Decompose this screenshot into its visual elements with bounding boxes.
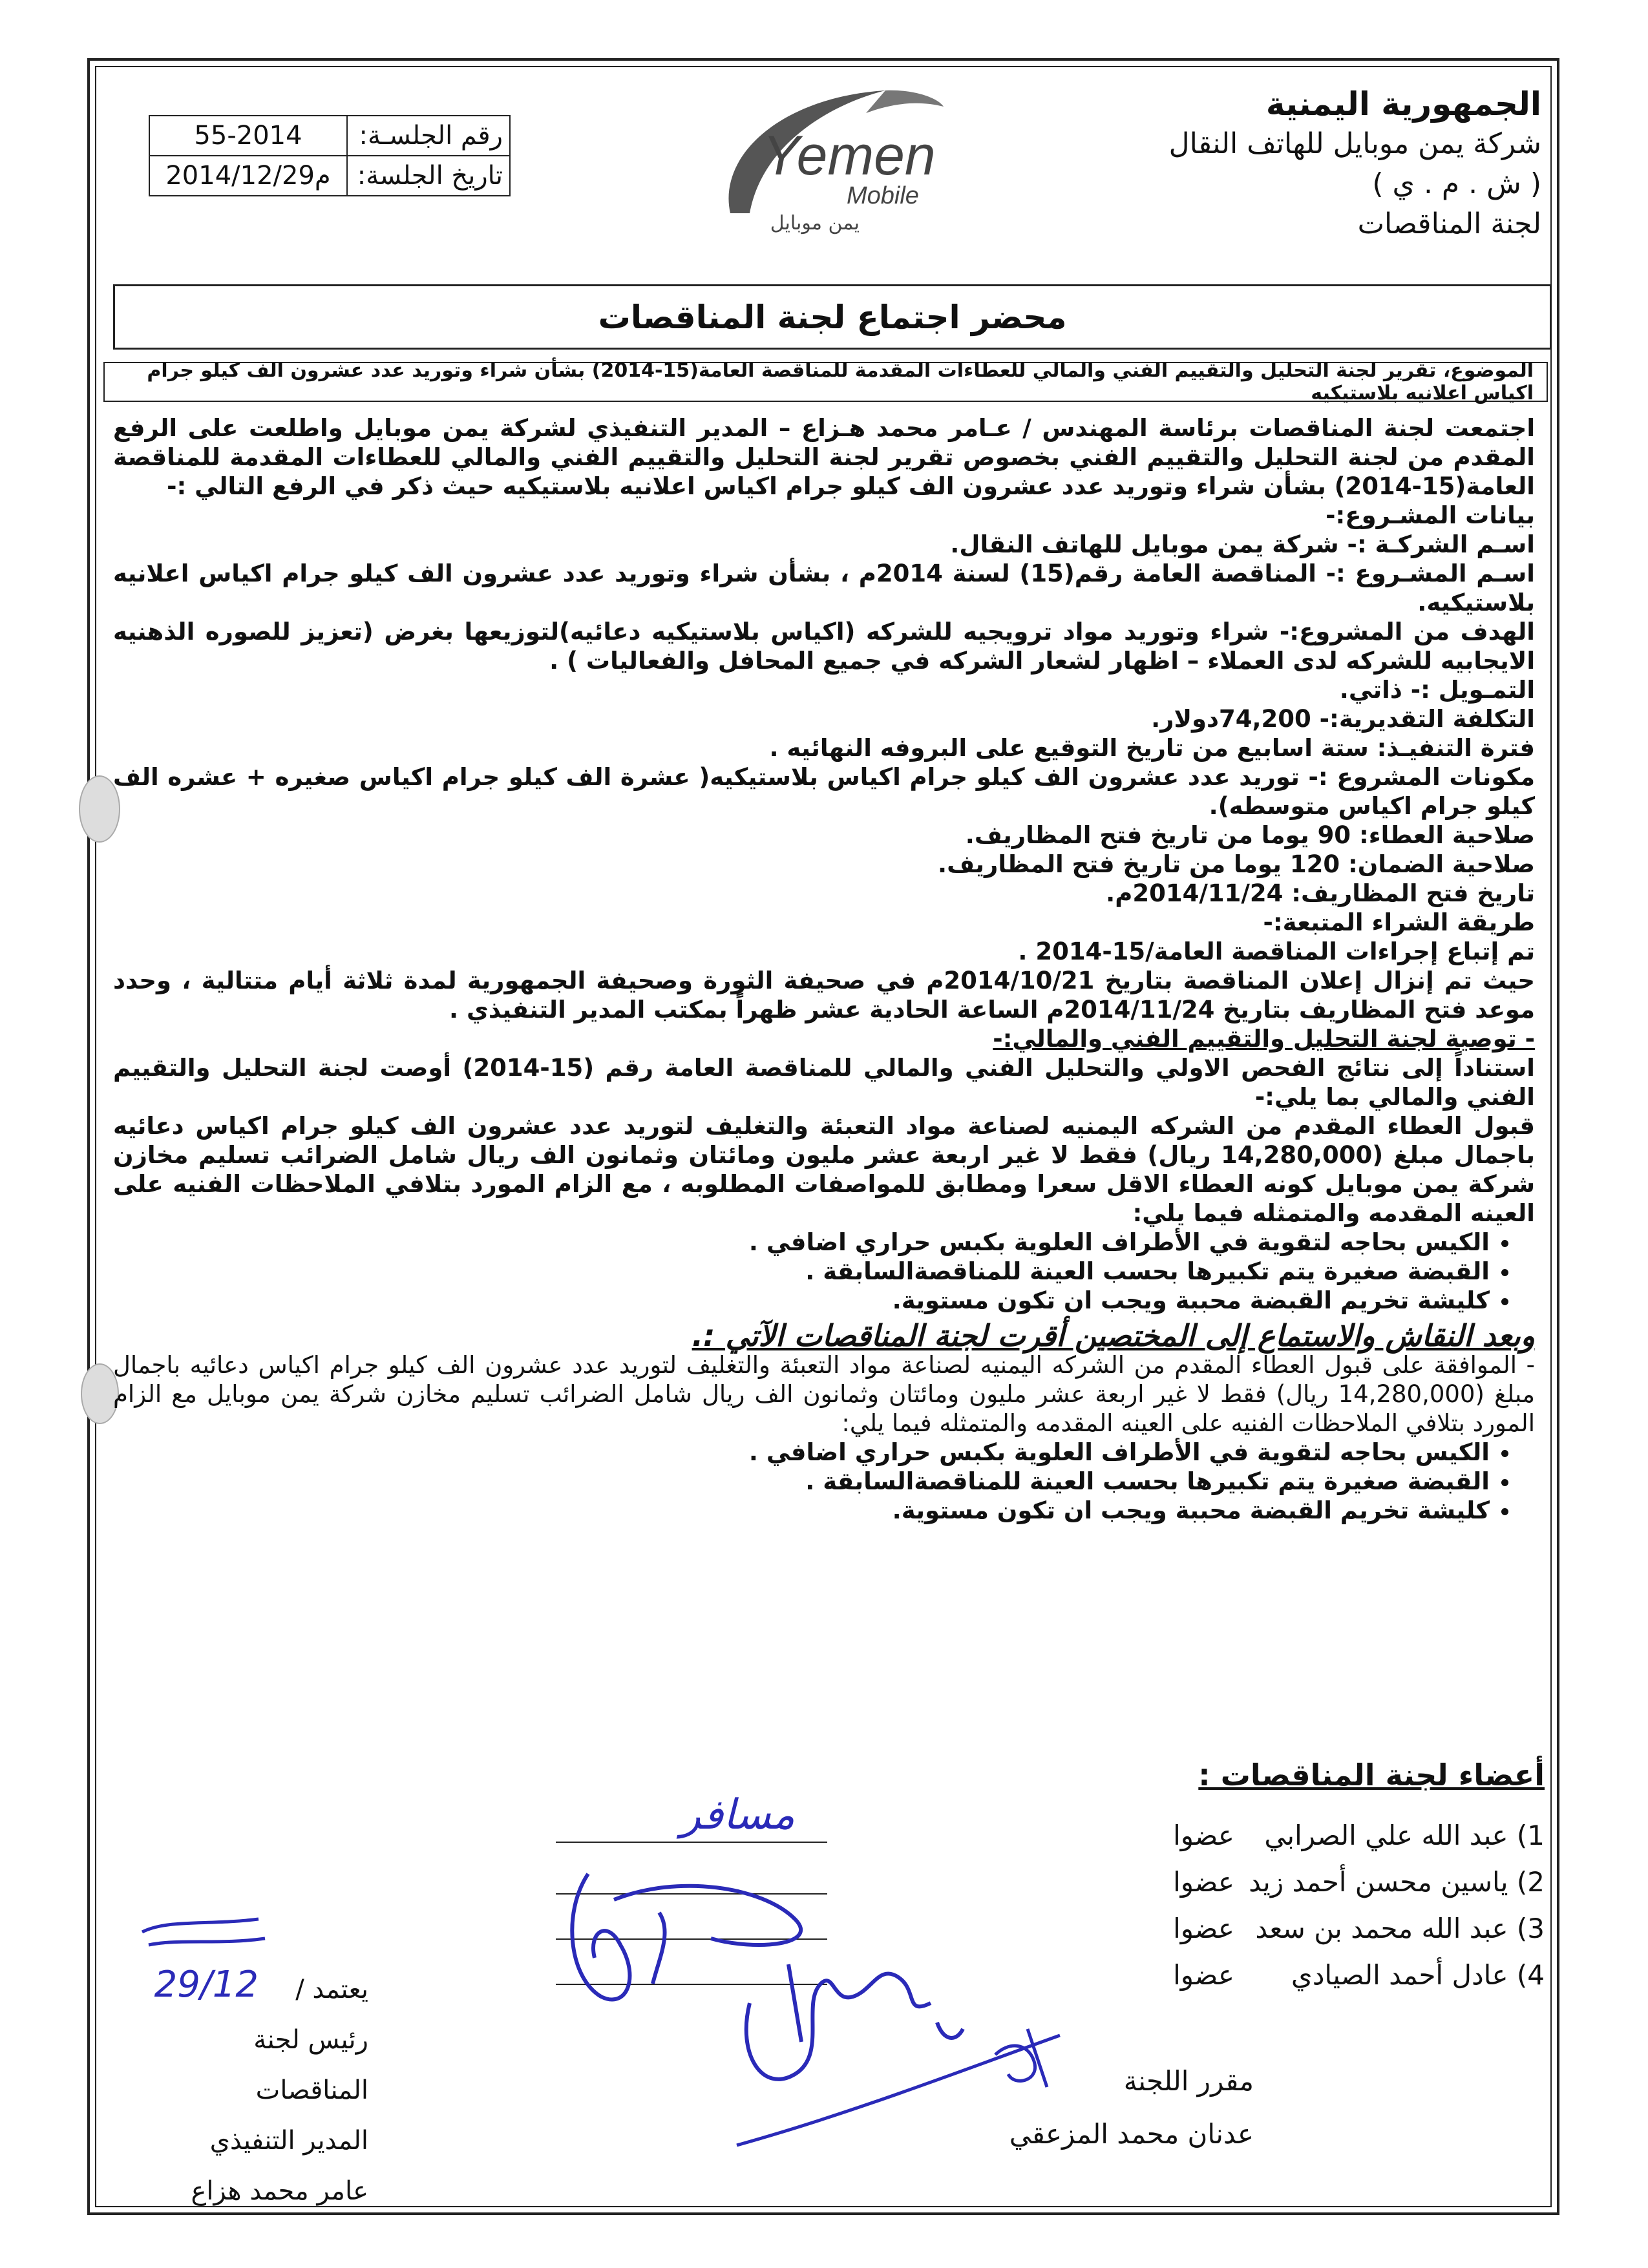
document-body: [113, 414, 1535, 1525]
member-name: 2) ياسين محسن أحمد زيد: [1249, 1865, 1545, 1898]
list-item: • القبضة صغيرة يتم تكبيرها بحسب العينة للمناقصةالسابقة .: [113, 1257, 1490, 1286]
project-data-heading: بيانات المشـروع:-: [1326, 501, 1535, 529]
committee-name: لجنة المناقصات: [1357, 207, 1541, 240]
logo-text: Yemen: [763, 125, 936, 187]
handwritten-note: [620, 1783, 801, 1842]
list-item: • الكيس بحاجه لتقوية في الأطراف العلوية بكبس حراري اضافي .: [113, 1228, 1490, 1257]
document-title: محضر اجتماع لجنة المناقصات: [113, 284, 1552, 350]
company-line: اسـم الشركـة :- شركة يمن موبايل للهاتف النقال.: [950, 530, 1535, 558]
bid-validity: صلاحية العطاء: 90 يوما من تاريخ فتح المظاريف.: [965, 821, 1535, 849]
company-name: شركة يمن موبايل للهاتف النقال: [1168, 127, 1541, 160]
rapporteur-title: مقرر اللجنة: [1123, 2065, 1254, 2097]
funding-line: التمـويل :- ذاتي.: [1339, 676, 1535, 704]
committee-members: [1002, 1758, 1545, 1998]
approve-label: يعتمد /: [295, 1975, 368, 2004]
company-type: ( ش . م . ي ): [1372, 167, 1541, 200]
member-role: عضوا: [1173, 1912, 1234, 1944]
subject-line: الموضوع، تقرير لجنة التحليل والتقييم الفني والمالي للعطاءات المقدمة للمناقصة العامة(15-2014) بشأن شراء وتوريد عدد عشرون الف كيلو جرام اكياس اعلانيه بلاستيكيه: [103, 362, 1548, 402]
recommendation-paragraph: استناداً إلى نتائج الفحص الاولي والتحليل الفني والمالي للمناقصة العامة رقم (15-2014) أوصت لجنة التحليل والتقييم الفني والمالي بما يلي:-: [113, 1054, 1535, 1111]
list-item: • كليشة تخريم القبضة محببة ويجب ان تكون مستوية.: [113, 1496, 1490, 1525]
member-row: [1002, 1905, 1545, 1951]
chair-title: رئيس لجنة المناقصات: [253, 2025, 368, 2105]
session-date: 2014/12/29م: [165, 161, 331, 191]
logo-arabic: يمن موبايل: [770, 212, 860, 235]
notes-list: [113, 1438, 1535, 1525]
absent-note: مسافر: [681, 1791, 795, 1839]
project-goal: الهدف من المشروع:- شراء وتوريد مواد ترويجيه للشركه (اكياس بلاستيكيه دعائيه)لتوزيعها بغرض (تعزيز للصوره الذهنيه الايجابيه للشركه لدى العملاء – اظهار لشعار الشركه في جميع المحافل والفعاليات ) .: [113, 618, 1535, 675]
member-role: عضوا: [1173, 1865, 1234, 1898]
cost-line: التكلفة التقديرية:- 74,200دولار.: [1151, 705, 1535, 733]
member-row: [1002, 1812, 1545, 1858]
procedure-line: تم إتباع إجراءات المناقصة العامة/15-2014 .: [1018, 938, 1535, 965]
signature-line: [556, 1842, 827, 1847]
project-name: اسـم المشـروع :- المناقصة العامة رقم(15) لسنة 2014م ، بشأن شراء وتوريد عدد عشرون الف كيلو جرام اكياس اعلانيه بلاستيكيه.: [113, 560, 1535, 616]
method-heading: طريقة الشراء المتبعة:-: [1263, 908, 1535, 936]
opening-date: تاريخ فتح المظاريف: 2014/11/24م.: [1106, 879, 1535, 907]
guarantee-validity: صلاحية الضمان: 120 يوما من تاريخ فتح المظاريف.: [938, 850, 1535, 878]
announcement-paragraph: حيث تم إنزال إعلان المناقصة بتاريخ 2014/10/21م في صحيفة الثورة وصحيفة الجمهورية لمدة ثلاثة أيام متتالية ، وحدد موعد فتح المظاريف بتاريخ 2014/11/24م الساعة الحادية عشر ظهراً بمكتب المدير التنفيذي .: [113, 967, 1535, 1024]
acceptance-paragraph: قبول العطاء المقدم من الشركه اليمنيه لصناعة مواد التعبئة والتغليف لتوريد عدد عشرون الف كيلو جرام اكياس دعائيه باجمال مبلغ (14,280,000 ريال) فقط لا غير اربعة عشر مليون ومائتان وثمانون الف ريال شامل الضرائب تسليم مخازن شركة يمن موبايل كونه العطاء الاقل سعرا ومطابق للمواصفات المطلوبه ، مع الزام المورد بتلافي الملاحظات الفنيه على العينه المقدمه والمتمثله فيما يلي:: [113, 1112, 1535, 1227]
member-role: عضوا: [1173, 1958, 1234, 1991]
country-name: الجمهورية اليمنية: [1265, 85, 1541, 123]
notes-list: [113, 1228, 1535, 1315]
session-info: [149, 115, 511, 196]
session-number-label: رقم الجلسـة:: [346, 116, 509, 155]
chair-title2: المدير التنفيذي: [209, 2126, 368, 2156]
company-logo: [692, 78, 963, 239]
session-number: 55-2014: [194, 121, 302, 151]
recommendation-heading: - توصية لجنة التحليل والتقييم الفني والمالي:-: [993, 1025, 1535, 1053]
member-name: 1) عبد الله علي الصرابي: [1264, 1819, 1545, 1851]
members-heading: أعضاء لجنة المناقصات :: [1198, 1758, 1545, 1792]
handwritten-note: [129, 1906, 284, 2022]
member-role: عضوا: [1173, 1819, 1234, 1851]
letterhead: [1169, 84, 1541, 244]
decision-paragraph: - الموافقة على قبول العطاء المقدم من الشركه اليمنيه لصناعة مواد التعبئة والتغليف لتوريد عدد عشرون الف كيلو جرام اكياس دعائيه باجمال مبلغ (14,280,000 ريال) فقط لا غير اربعة عشر مليون ومائتان وثمانون الف ريال شامل الضرائب تسليم مخازن شركة يمن موبايل مع الزام المورد بتلافي الملاحظات الفنيه على العينه المقدمه والمتمثله فيما يلي:: [113, 1351, 1535, 1437]
logo-subtext: Mobile: [847, 182, 919, 209]
member-row: [1002, 1951, 1545, 1998]
session-date-label: تاريخ الجلسة:: [346, 156, 509, 195]
member-name: 4) عادل أحمد الصيادي: [1291, 1958, 1545, 1991]
list-item: • كليشة تخريم القبضة محببة ويجب ان تكون مستوية.: [113, 1286, 1490, 1315]
member-name: 3) عبد الله محمد بن سعد: [1255, 1912, 1545, 1944]
list-item: • الكيس بحاجه لتقوية في الأطراف العلوية بكبس حراري اضافي .: [113, 1438, 1490, 1467]
rapporteur-name: عدنان محمد المزعقي: [1009, 2118, 1254, 2150]
list-item: • القبضة صغيرة يتم تكبيرها بحسب العينة للمناقصةالسابقة .: [113, 1467, 1490, 1496]
member-row: [1002, 1858, 1545, 1905]
signature-scribble: [724, 2016, 1086, 2165]
intro-paragraph: اجتمعت لجنة المناقصات برئاسة المهندس / عـامر محمد هـزاع – المدير التنفيذي لشركة يمن موبايل واطلعت على الرفع المقدم من لجنة التحليل والتقييم الفني بخصوص تقرير لجنة التحليل والتقييم الفني والمالي للعطاءات المقدمة للمناقصة العامة(15-2014) بشأن شراء وتوريد عدد عشرون الف كيلو جرام اكياس اعلانيه بلاستيكيه حيث ذكر في الرفع التالي :-: [113, 414, 1535, 500]
date-note: 29/12: [154, 1964, 259, 2006]
chair-name: عامر محمد هزاع: [191, 2176, 368, 2206]
components-line: مكونات المشروع :- توريد عدد عشرون الف كيلو جرام اكياس بلاستيكيه( عشرة الف كيلو جرام اكياس صغيره + عشره الف كيلو جرام اكياس متوسطه).: [113, 763, 1535, 820]
decision-heading: وبعد النقاش والاستماع إلى المختصين أقرت لجنة المناقصات الآتي :.: [692, 1318, 1535, 1353]
duration-line: فترة التنفيـذ: ستة اسابيع من تاريخ التوقيع على البروفه النهائيه .: [769, 734, 1535, 762]
